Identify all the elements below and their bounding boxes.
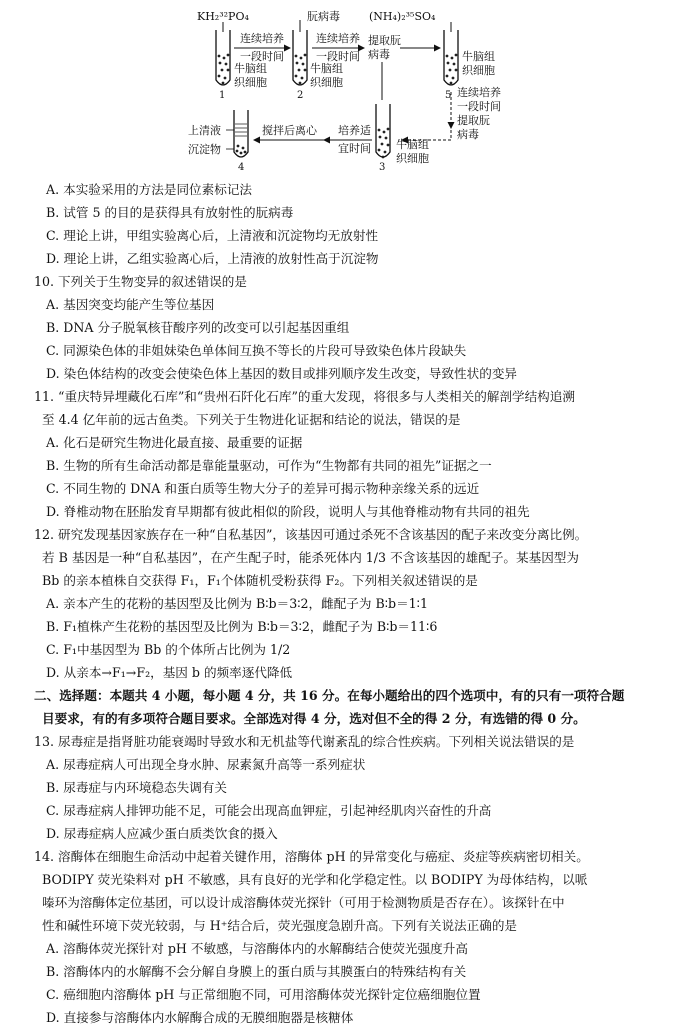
q11-option-a: A. 化石是研究生物进化最直接、最重要的证据 xyxy=(46,435,303,450)
cell-label-1b: 织细胞 xyxy=(234,76,267,89)
q12-stem-cont-1: 若 B 基因是一种“自私基因”，在产生配子时，能杀死体内 1/3 不含该基因的雄配子。某基因型为 xyxy=(42,550,579,565)
virus-label: 朊病毒 xyxy=(307,10,340,23)
down-culture-label-2: 一段时间 xyxy=(457,100,501,113)
q12-stem-cont-2: Bb 的亲本植株自交获得 F₁，F₁个体随机受粉获得 F₂。下列相关叙述错误的是 xyxy=(42,573,478,588)
test-tube-5 xyxy=(444,22,458,85)
arrow-extract-label-1: 提取朊 xyxy=(368,34,401,47)
q12-option-a: A. 亲本产生的花粉的基因型及比例为 B∶b＝3∶2，雌配子为 B∶b＝1∶1 xyxy=(46,596,428,611)
q11-option-d: D. 脊椎动物在胚胎发育早期都有彼此相似的阶段，说明人与其他脊椎动物有共同的祖先 xyxy=(46,504,530,519)
arrow-extract-label-2: 病毒 xyxy=(368,48,390,61)
q14-option-c: C. 癌细胞内溶酶体 pH 与正常细胞不同，可用溶酶体荧光探针定位癌细胞位置 xyxy=(46,987,481,1002)
q12-stem: 12. 研究发现基因家族存在一种“自私基因”，该基因可通过杀死不含该基因的配子来改变分离比例。 xyxy=(34,527,588,542)
test-tube-1 xyxy=(216,22,230,85)
q14-stem-cont-2: 嗪环为溶酶体定位基团，可以设计成溶酶体荧光探针（可用于检测物质是否存在）。该探针在中 xyxy=(42,895,565,910)
arrow-incubate-label-1: 培养适 xyxy=(338,124,371,137)
supernatant-label: 上清液 xyxy=(188,124,221,137)
down-extract-label-2: 病毒 xyxy=(457,128,479,141)
section-two-heading: 二、选择题：本题共 4 小题，每小题 4 分，共 16 分。在每小题给出的四个选项中，有的只有一项符合题 xyxy=(34,688,625,703)
q11-stem: 11. “重庆特异埋藏化石库”和“贵州石阡化石库”的重大发现，将很多与人类相关的解剖学结构追溯 xyxy=(34,389,575,404)
q10-option-b: B. DNA 分子脱氧核苷酸序列的改变可以引起基因重组 xyxy=(46,320,350,335)
q10-option-a: A. 基因突变均能产生等位基因 xyxy=(46,297,215,312)
section-two-heading-cont: 目要求，有的有多项符合题目要求。全部选对得 4 分，选对但不全的得 2 分，有选错的得 0 分。 xyxy=(42,711,586,726)
q10-option-c: C. 同源染色体的非姐妹染色单体间互换不等长的片段可导致染色体片段缺失 xyxy=(46,343,467,358)
arrow-culture-label-1: 连续培养 xyxy=(240,32,284,45)
q11-option-b: B. 生物的所有生命活动都是靠能量驱动，可作为“生物都有共同的祖先”证据之一 xyxy=(46,458,492,473)
q14-stem-cont-1: BODIPY 荧光染料对 pH 不敏感，具有良好的光学和化学稳定性。以 BODIPY 为母体结构，以哌 xyxy=(42,872,588,887)
arrow-culture-label-3: 连续培养 xyxy=(316,32,360,45)
down-culture-label-1: 连续培养 xyxy=(457,86,501,99)
q13-stem: 13. 尿毒症是指肾脏功能衰竭时导致水和无机盐等代谢紊乱的综合性疾病。下列相关说法错误的是 xyxy=(34,734,575,749)
q11-stem-cont: 至 4.4 亿年前的远古鱼类。下列关于生物进化证据和结论的说法，错误的是 xyxy=(42,412,461,427)
q14-option-a: A. 溶酶体荧光探针对 pH 不敏感，与溶酶体内的水解酶结合使荧光强度升高 xyxy=(46,941,468,956)
tube-3-number: 3 xyxy=(379,162,386,173)
q9-option-d: D. 理论上讲，乙组实验离心后，上清液的放射性高于沉淀物 xyxy=(46,251,379,266)
down-extract-label-1: 提取朊 xyxy=(457,114,490,127)
test-tube-4 xyxy=(226,110,248,157)
tube-4-number: 4 xyxy=(238,162,245,173)
cell-label-3b: 织细胞 xyxy=(396,152,429,165)
q14-option-d: D. 直接参与溶酶体内水解酶合成的无膜细胞器是核糖体 xyxy=(46,1010,354,1025)
q11-option-c: C. 不同生物的 DNA 和蛋白质等生物大分子的差异可揭示物种亲缘关系的远近 xyxy=(46,481,480,496)
q12-option-d: D. 从亲本→F₁→F₂，基因 b 的频率逐代降低 xyxy=(46,665,293,680)
q13-option-a: A. 尿毒症病人可出现全身水肿、尿素氮升高等一系列症状 xyxy=(46,757,366,772)
q13-option-b: B. 尿毒症与内环境稳态失调有关 xyxy=(46,780,227,795)
cell-label-5b: 织细胞 xyxy=(462,64,495,77)
test-tube-3 xyxy=(376,104,390,158)
arrow-centrifuge-label: 搅拌后离心 xyxy=(262,124,317,137)
arrow-culture-label-2: 一段时间 xyxy=(240,50,284,63)
experiment-diagram xyxy=(0,0,692,180)
q12-option-b: B. F₁植株产生花粉的基因型及比例为 B∶b＝3∶2，雌配子为 B∶b＝11∶6 xyxy=(46,619,438,634)
tube-5-number: 5 xyxy=(445,90,452,101)
tube-2-number: 2 xyxy=(297,90,304,101)
question-text xyxy=(34,178,684,1029)
precipitate-label: 沉淀物 xyxy=(188,143,221,156)
cell-label-1a: 牛脑组 xyxy=(234,62,267,75)
q12-option-c: C. F₁中基因型为 Bb 的个体所占比例为 1/2 xyxy=(46,642,291,657)
q13-option-c: C. 尿毒症病人排钾功能不足，可能会出现高血钾症，引起神经肌肉兴奋性的升高 xyxy=(46,803,492,818)
cell-label-3a: 牛脑组 xyxy=(396,138,429,151)
q14-stem-cont-3: 性和碱性环境下荧光较弱，与 H⁺结合后，荧光强度急剧升高。下列有关说法正确的是 xyxy=(42,918,518,933)
test-tube-2 xyxy=(293,20,307,85)
cell-label-2b: 织细胞 xyxy=(310,76,343,89)
q14-stem: 14. 溶酶体在细胞生命活动中起着关键作用，溶酶体 pH 的异常变化与癌症、炎症等疾病密切相关。 xyxy=(34,849,589,864)
q10-option-d: D. 染色体结构的改变会使染色体上基因的数目或排列顺序发生改变，导致性状的变异 xyxy=(46,366,518,381)
arrow-incubate-label-2: 宜时间 xyxy=(338,142,371,155)
q10-stem: 10. 下列关于生物变异的叙述错误的是 xyxy=(34,274,247,289)
reagent-nh4so4-label: (NH₄)₂³⁵SO₄ xyxy=(369,10,436,23)
q9-option-b: B. 试管 5 的目的是获得具有放射性的朊病毒 xyxy=(46,205,294,220)
q14-option-b: B. 溶酶体内的水解酶不会分解自身膜上的蛋白质与其膜蛋白的特殊结构有关 xyxy=(46,964,467,979)
q13-option-d: D. 尿毒症病人应减少蛋白质类饮食的摄入 xyxy=(46,826,278,841)
arrow-culture-label-4: 一段时间 xyxy=(316,50,360,63)
q9-option-c: C. 理论上讲，甲组实验离心后，上清液和沉淀物均无放射性 xyxy=(46,228,379,243)
cell-label-5a: 牛脑组 xyxy=(462,50,495,63)
tube-1-number: 1 xyxy=(219,90,226,101)
q9-option-a: A. 本实验采用的方法是同位素标记法 xyxy=(46,182,253,197)
reagent-kh2po4-label: KH₂³²PO₄ xyxy=(197,10,249,23)
cell-label-2a: 牛脑组 xyxy=(310,62,343,75)
